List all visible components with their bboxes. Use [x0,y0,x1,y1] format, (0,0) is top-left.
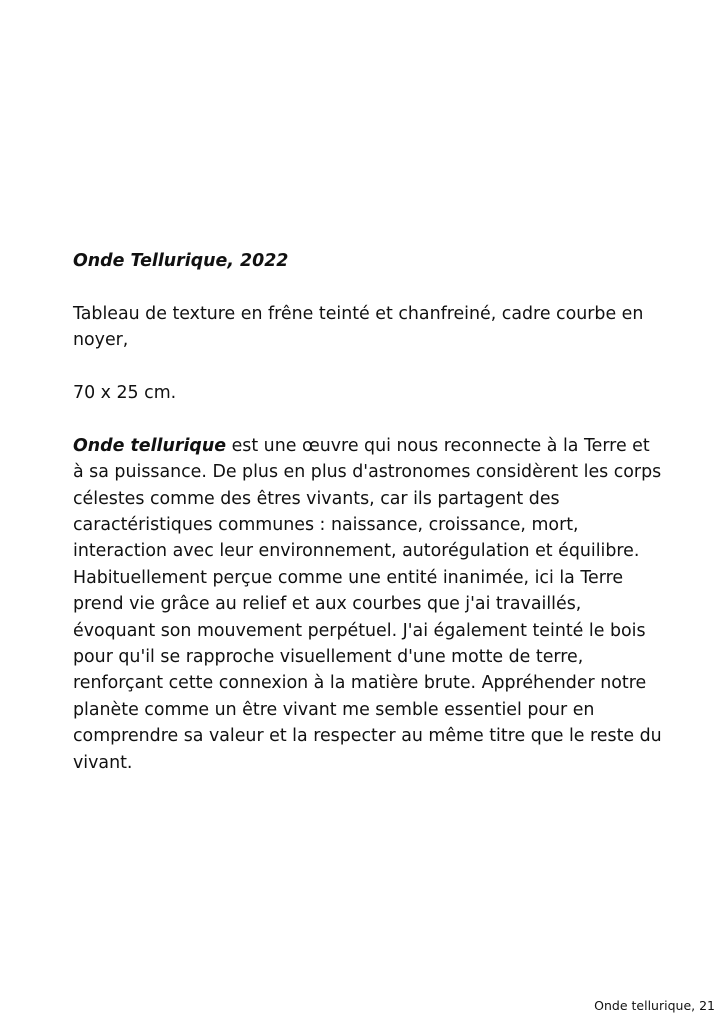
description-lead: Onde tellurique [73,435,227,456]
artwork-title: Onde Tellurique, 2022 [73,251,289,271]
artwork-text-block [73,248,663,776]
description-body: est une œuvre qui nous reconnecte à la Terre et à sa puissance. De plus en plus d'astronomes considèrent les corps célestes comme des êtres vivants, car ils partagent des caractéristiques communes : naissance, croissance, mort, interaction avec leur environnement, autorégulation et équilibre. Habituellement perçue comme une entité inanimée, ici la Terre prend vie grâce au relief et aux courbes que j'ai travaillés, évoquant son mouvement perpétuel. J'ai également teinté le bois pour qu'il se rapproche visuellement d'une motte de terre, renforçant cette connexion à la matière brute. Appréhender notre planète comme un être vivant me semble essentiel pour en comprendre sa valeur et la respecter au même titre que le reste du vivant. [73,435,662,773]
artwork-dimensions: 70 x 25 cm. [73,383,177,403]
artwork-materials: Tableau de texture en frêne teinté et chanfreiné, cadre courbe en noyer, [73,303,644,351]
spacer [73,406,663,432]
page-footer: Onde tellurique, 21 [594,998,715,1013]
spacer [73,354,663,380]
artwork-description [73,433,663,776]
spacer [73,274,663,300]
